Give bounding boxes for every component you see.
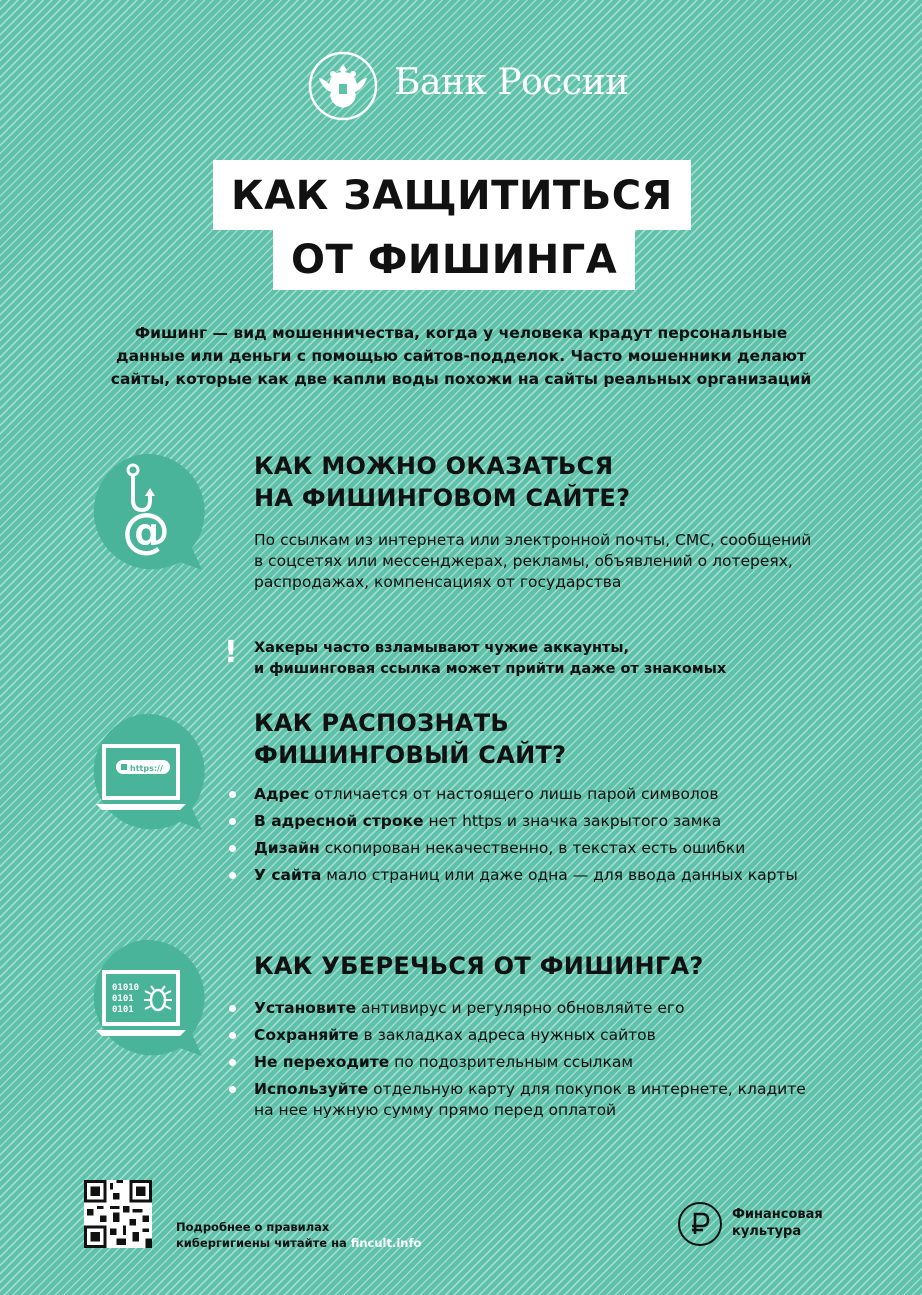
svg-text:01010: 01010 xyxy=(112,983,140,993)
laptop-bug-icon xyxy=(80,938,206,1064)
warning-line2: и фишинговая ссылка может прийти даже от знакомых xyxy=(254,661,727,677)
intro-text: Фишинг — вид мошенничества, когда у человека крадут персональные данные или деньги с помощью сайтов-подделок. Часто мошенники делают сайты, которые как две капли воды похожи на сайты реальных организаций xyxy=(110,324,812,388)
section1-body: По ссылкам из интернета или электронной почты, СМС, сообщений в соцсетях или мессенджерах, рекламы, объявлений о лотереях, распродажах, компенсациях от государства xyxy=(254,531,812,591)
list-item: Используйте отдельную карту для покупок в интернете, кладите на нее нужную сумму прямо перед оплатой xyxy=(254,1079,824,1121)
footer-line2: кибергигиены читайте на fincult.info xyxy=(176,1236,422,1250)
list-item: Не переходите по подозрительным ссылкам xyxy=(254,1052,824,1073)
section3-list xyxy=(254,998,824,1127)
list-item: У сайта мало страниц или даже одна — для ввода данных карты xyxy=(254,865,824,886)
fincult-brand: Финансовая культура xyxy=(732,1207,823,1239)
fincult-link[interactable]: fincult.info xyxy=(350,1236,422,1250)
section1-title-line1: КАК МОЖНО ОКАЗАТЬСЯ xyxy=(254,452,614,480)
ruble-circle-icon xyxy=(676,1200,724,1248)
laptop-https-icon xyxy=(80,712,206,838)
list-item: Дизайн скопирован некачественно, в текстах есть ошибки xyxy=(254,838,824,859)
warning-mark: ! xyxy=(224,635,238,670)
list-item: Установите антивирус и регулярно обновляйте его xyxy=(254,998,824,1019)
list-item: Сохраняйте в закладках адреса нужных сайтов xyxy=(254,1025,824,1046)
bank-name: Банк России xyxy=(394,62,629,103)
page-title-line2: ОТ ФИШИНГА xyxy=(273,230,635,290)
https-label: https:// xyxy=(130,764,163,773)
warning-text xyxy=(254,638,726,680)
list-item: Адрес отличается от настоящего лишь парой символов xyxy=(254,784,824,805)
qr-code-icon[interactable] xyxy=(84,1180,152,1248)
page-title-line1: КАК ЗАЩИТИТЬСЯ xyxy=(213,160,691,230)
list-item: В адресной строке нет https и значка закрытого замка xyxy=(254,811,824,832)
section2-list xyxy=(254,784,824,892)
section1-title-line2: НА ФИШИНГОВОМ САЙТЕ? xyxy=(254,484,631,512)
section2-title-line2: ФИШИНГОВЫЙ САЙТ? xyxy=(254,741,567,769)
footer-line1: Подробнее о правилах xyxy=(176,1220,330,1234)
svg-text:0101: 0101 xyxy=(112,994,134,1004)
svg-text:0101: 0101 xyxy=(112,1005,134,1015)
section2-title-line1: КАК РАСПОЗНАТЬ xyxy=(254,709,510,737)
double-headed-eagle-icon xyxy=(307,50,379,122)
section3-title: КАК УБЕРЕЧЬСЯ ОТ ФИШИНГА? xyxy=(254,952,704,980)
warning-line1: Хакеры часто взламывают чужие аккаунты, xyxy=(254,640,630,656)
footer-note xyxy=(176,1219,421,1251)
hook-at-icon xyxy=(80,452,206,578)
svg-text:@: @ xyxy=(122,503,170,559)
